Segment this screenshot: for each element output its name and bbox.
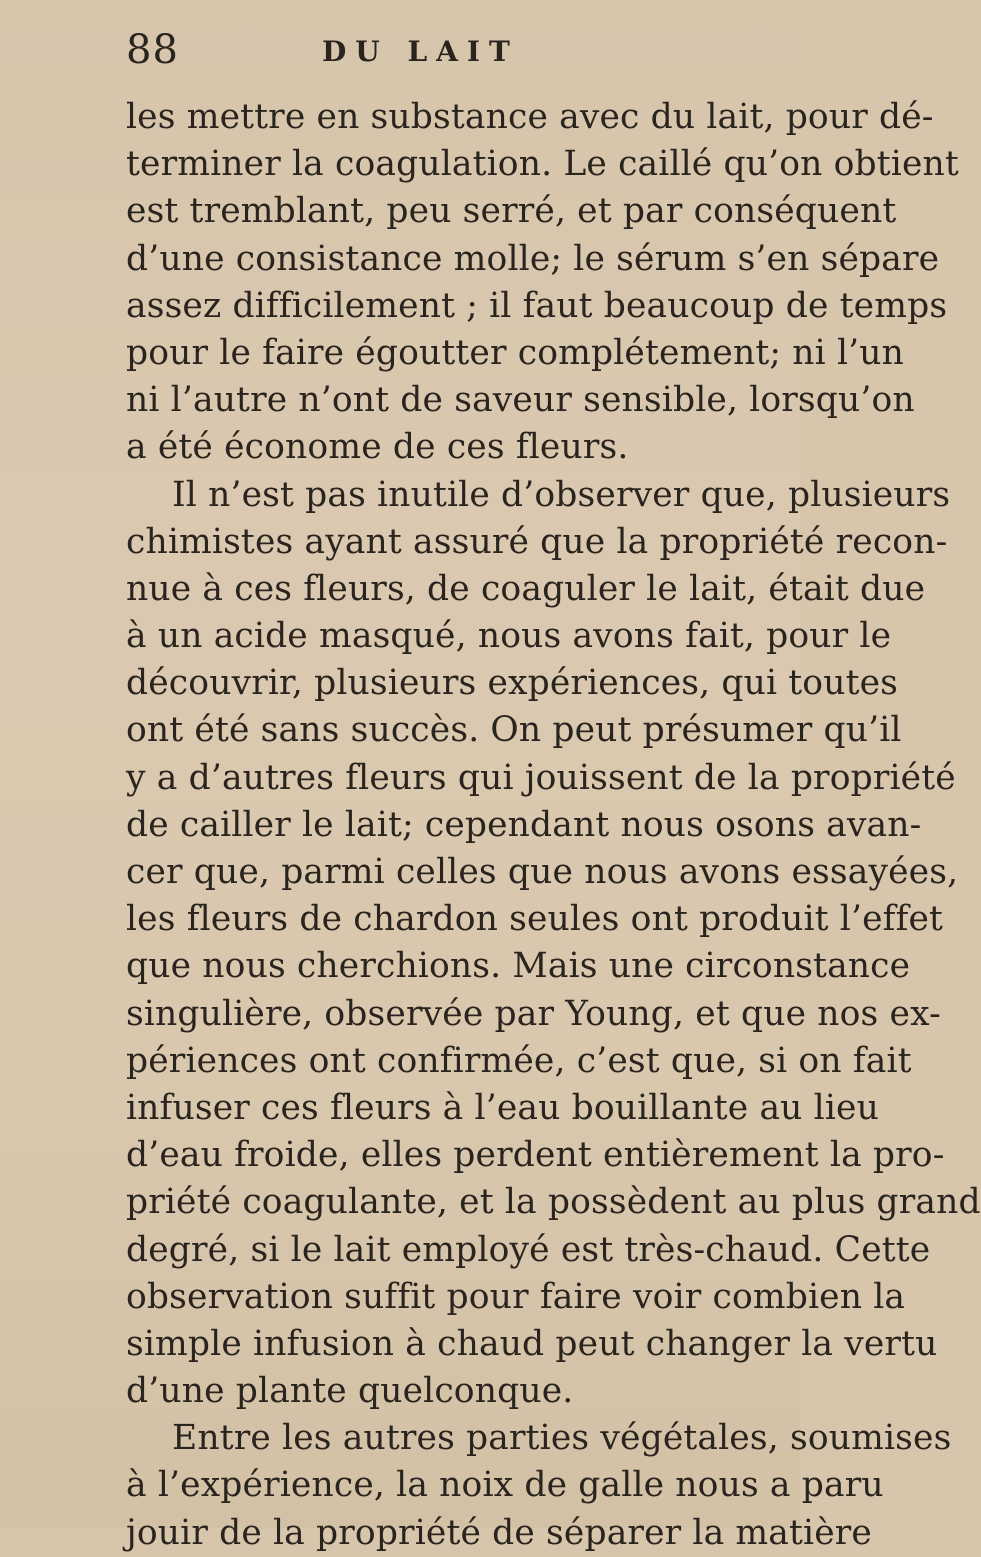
body-text: [126, 94, 981, 1557]
page-number: 88: [126, 27, 179, 73]
text-line: que nous cherchions. Mais une circonstance: [126, 946, 911, 987]
text-line: degré, si le lait employé est très-chaud. Cette: [126, 1229, 931, 1270]
text-line: simple infusion à chaud peut changer la vertu: [126, 1323, 938, 1364]
text-line: les fleurs de chardon seules ont produit l’effet: [126, 899, 944, 940]
text-line: nue à ces fleurs, de coaguler le lait, était due: [126, 568, 926, 609]
text-line: est tremblant, peu serré, et par conséquent: [126, 191, 897, 232]
text-line: les mettre en substance avec du lait, pour dé-: [126, 97, 934, 137]
text-line: infuser ces fleurs à l’eau bouillante au lieu: [126, 1087, 879, 1128]
text-line: pour le faire égoutter complétement; ni l’un: [126, 332, 904, 373]
paragraph-start-line: Il n’est pas inutile d’observer que, plusieurs: [172, 474, 951, 515]
text-line: chimistes ayant assuré que la propriété recon-: [126, 521, 948, 562]
page-header: [0, 24, 800, 76]
text-line: observation suffit pour faire voir combien la: [126, 1276, 906, 1317]
text-line: d’eau froide, elles perdent entièrement la pro-: [126, 1135, 945, 1176]
text-line: d’une consistance molle; le sérum s’en sépare: [126, 238, 940, 279]
text-line: terminer la coagulation. Le caillé qu’on obtient: [126, 144, 959, 185]
text-line: cer que, parmi celles que nous avons essayées,: [126, 852, 959, 892]
text-line: assez difficilement ; il faut beaucoup de temps: [126, 285, 948, 326]
text-line: ont été sans succès. On peut présumer qu’il: [126, 710, 902, 751]
text-line: singulière, observée par Young, et que nos ex-: [126, 993, 941, 1034]
text-line: ni l’autre n’ont de saveur sensible, lorsqu’on: [126, 380, 915, 421]
text-line: à l’expérience, la noix de galle nous a paru: [126, 1465, 884, 1506]
text-line: y a d’autres fleurs qui jouissent de la propriété: [126, 757, 956, 798]
paragraph-end-line: a été économe de ces fleurs.: [126, 427, 629, 468]
text-line: périences ont confirmée, c’est que, si on fait: [126, 1040, 912, 1081]
text-line: découvrir, plusieurs expériences, qui toutes: [126, 663, 899, 704]
paragraph-end-line: d’une plante quelconque.: [126, 1371, 574, 1412]
text-line: jouir de la propriété de séparer la matière: [126, 1512, 872, 1553]
paragraph-start-line: Entre les autres parties végétales, soumises: [172, 1418, 952, 1459]
text-line: à un acide masqué, nous avons fait, pour le: [126, 616, 892, 657]
running-head: DU LAIT: [322, 35, 519, 68]
text-line: de cailler le lait; cependant nous osons avan-: [126, 804, 922, 845]
text-line: priété coagulante, et la possèdent au plus grand: [126, 1182, 981, 1223]
